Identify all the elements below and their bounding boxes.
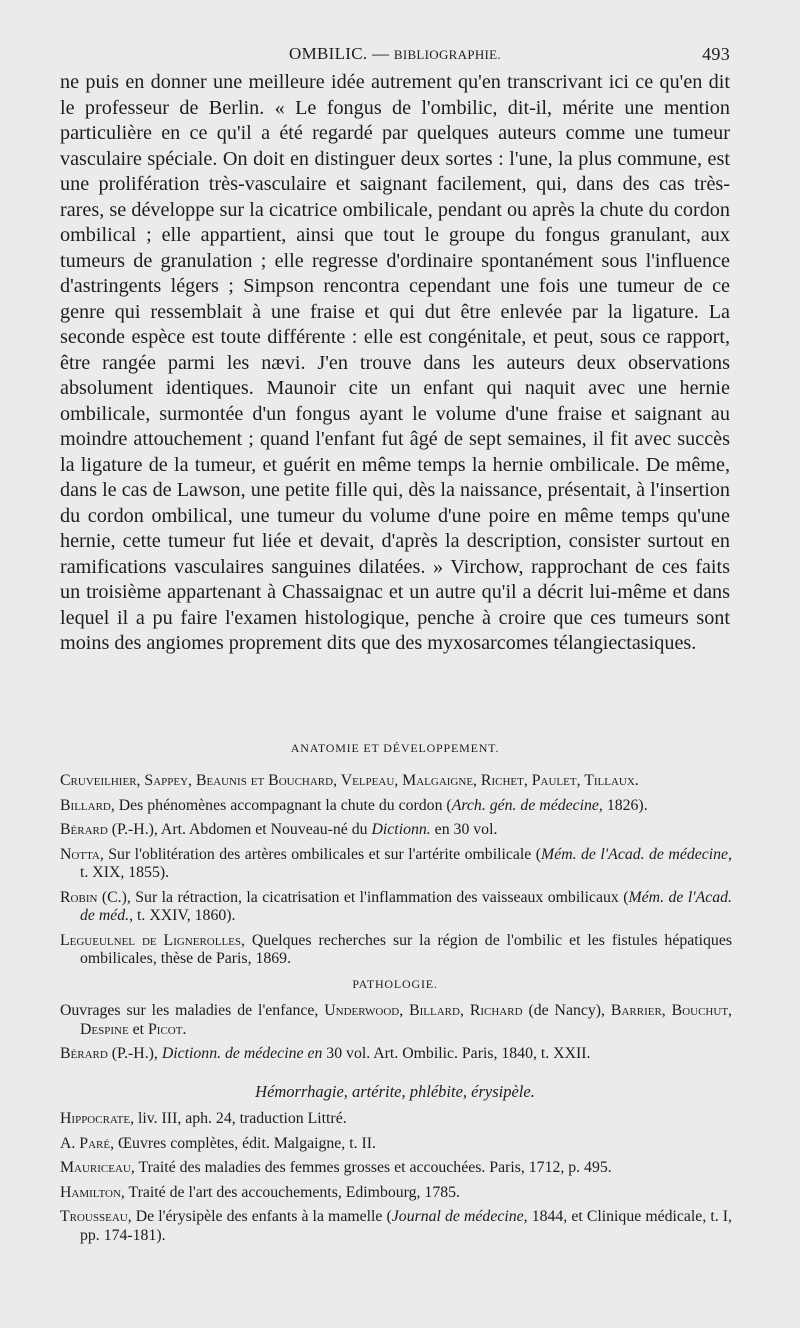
bib-entry: Billard, Des phénomènes accompagnant la chute du cordon (Arch. gén. de médecine, 1826).	[60, 796, 648, 814]
bibliography-pathology	[60, 1002, 732, 1070]
bibliography-hemorrhage	[60, 1110, 732, 1251]
bib-entry: Mauriceau, Traité des maladies des femmes grosses et accouchées. Paris, 1712, p. 495.	[60, 1159, 612, 1176]
section-heading-pathology: PATHOLOGIE.	[352, 977, 438, 991]
header-title: OMBILIC. —	[289, 44, 394, 63]
section-heading-hemorrhage: Hémorrhagie, artérite, phlébite, érysipèle.	[255, 1082, 535, 1101]
bib-entry: Bérard (P.-H.), Art. Abdomen et Nouveau-né du Dictionn. en 30 vol.	[60, 821, 498, 838]
bib-entry: Hamilton, Traité de l'art des accouchements, Edimbourg, 1785.	[60, 1183, 460, 1201]
bib-entry: Hippocrate, liv. III, aph. 24, traduction Littré.	[60, 1110, 347, 1127]
page-number: 493	[702, 44, 730, 64]
bibliography-anatomy	[60, 772, 732, 975]
bib-entry: Bérard (P.-H.), Dictionn. de médecine en 30 vol. Art. Ombilic. Paris, 1840, t. XXII.	[60, 1045, 591, 1062]
section-heading-anatomy: ANATOMIE ET DÉVELOPPEMENT.	[290, 741, 500, 755]
header-subtitle: BIBLIOGRAPHIE.	[393, 47, 501, 62]
bib-entry: Notta, Sur l'oblitération des artères ombilicales et sur l'artérite ombilicale (Mém. de l'Acad. de médecine, t. XIX, 1855).	[60, 845, 732, 881]
bib-entry: Legueulnel de Lignerolles, Quelques recherches sur la région de l'ombilic et les fistules hépatiques ombilicales, thèse de Paris, 1869.	[60, 931, 732, 967]
running-header	[60, 44, 730, 64]
bib-entry: Robin (C.), Sur la rétraction, la cicatrisation et l'inflammation des vaisseaux ombilicaux (Mém. de l'Acad. de méd., t. XXIV, 1860).	[60, 888, 732, 924]
bib-entry: Cruveilhier, Sappey, Beaunis et Bouchard, Velpeau, Malgaigne, Richet, Paulet, Tillaux.	[60, 772, 639, 789]
bib-entry: A. Paré, Œuvres complètes, édit. Malgaigne, t. II.	[60, 1134, 376, 1152]
bib-entry: Trousseau, De l'érysipèle des enfants à la mamelle (Journal de médecine, 1844, et Clinique médicale, t. I, pp. 174-181).	[60, 1208, 732, 1244]
body-paragraph: ne puis en donner une meilleure idée autrement qu'en transcrivant ici ce qu'en dit le professeur de Berlin. « Le fongus de l'ombilic, dit-il, mérite une mention particulière en ce qu'il a été regardé par quelques auteurs comme une tumeur vasculaire spéciale. On doit en distinguer deux sortes : l'une, la plus commune, est une prolifération très-vasculaire et saignant facilement, qui, dans des cas très-rares, se développe sur la cicatrice ombilicale, pendant ou après la chute du cordon ombilical ; elle appartient, ainsi que tout le groupe du fongus granulant, aux tumeurs de granulation ; elle regresse d'ordinaire spontanément sous l'influence d'astringents légers ; Simpson rencontra cependant une fois une tumeur de ce genre qui ressemblait à une fraise et qui dut être enlevée par la ligature. La seconde espèce est toute différente : elle est congénitale, et peut, sous ce rapport, être rangée parmi les nævi. J'en trouve dans les auteurs deux observations absolument identiques. Maunoir cite un enfant qui naquit avec une hernie ombilicale, surmontée d'un fongus ayant le volume d'une fraise et saignant au moindre attouchement ; quand l'enfant fut âgé de sept semaines, il fit avec succès la ligature de la tumeur, et guérit en même temps la hernie ombilicale. De même, dans le cas de Lawson, une petite fille qui, dès la naissance, présentait, à l'insertion du cordon ombilical, une tumeur du volume d'une poire en même temps qu'une hernie, cette tumeur fut liée et devait, d'après la description, consister surtout en ramifications vasculaires sanguines dilatées. » Virchow, rapprochant de ces faits un troisième appartenant à Chassaignac et un autre qu'il a décrit lui-même et dans lequel il a pu faire l'examen histologique, penche à croire que ces tumeurs sont moins des angiomes proprement dits que des myxosarcomes télangiectasiques.	[60, 71, 730, 654]
bib-entry: Ouvrages sur les maladies de l'enfance, Underwood, Billard, Richard (de Nancy), Barrier, Bouchut, Despine et Picot.	[60, 1002, 732, 1038]
